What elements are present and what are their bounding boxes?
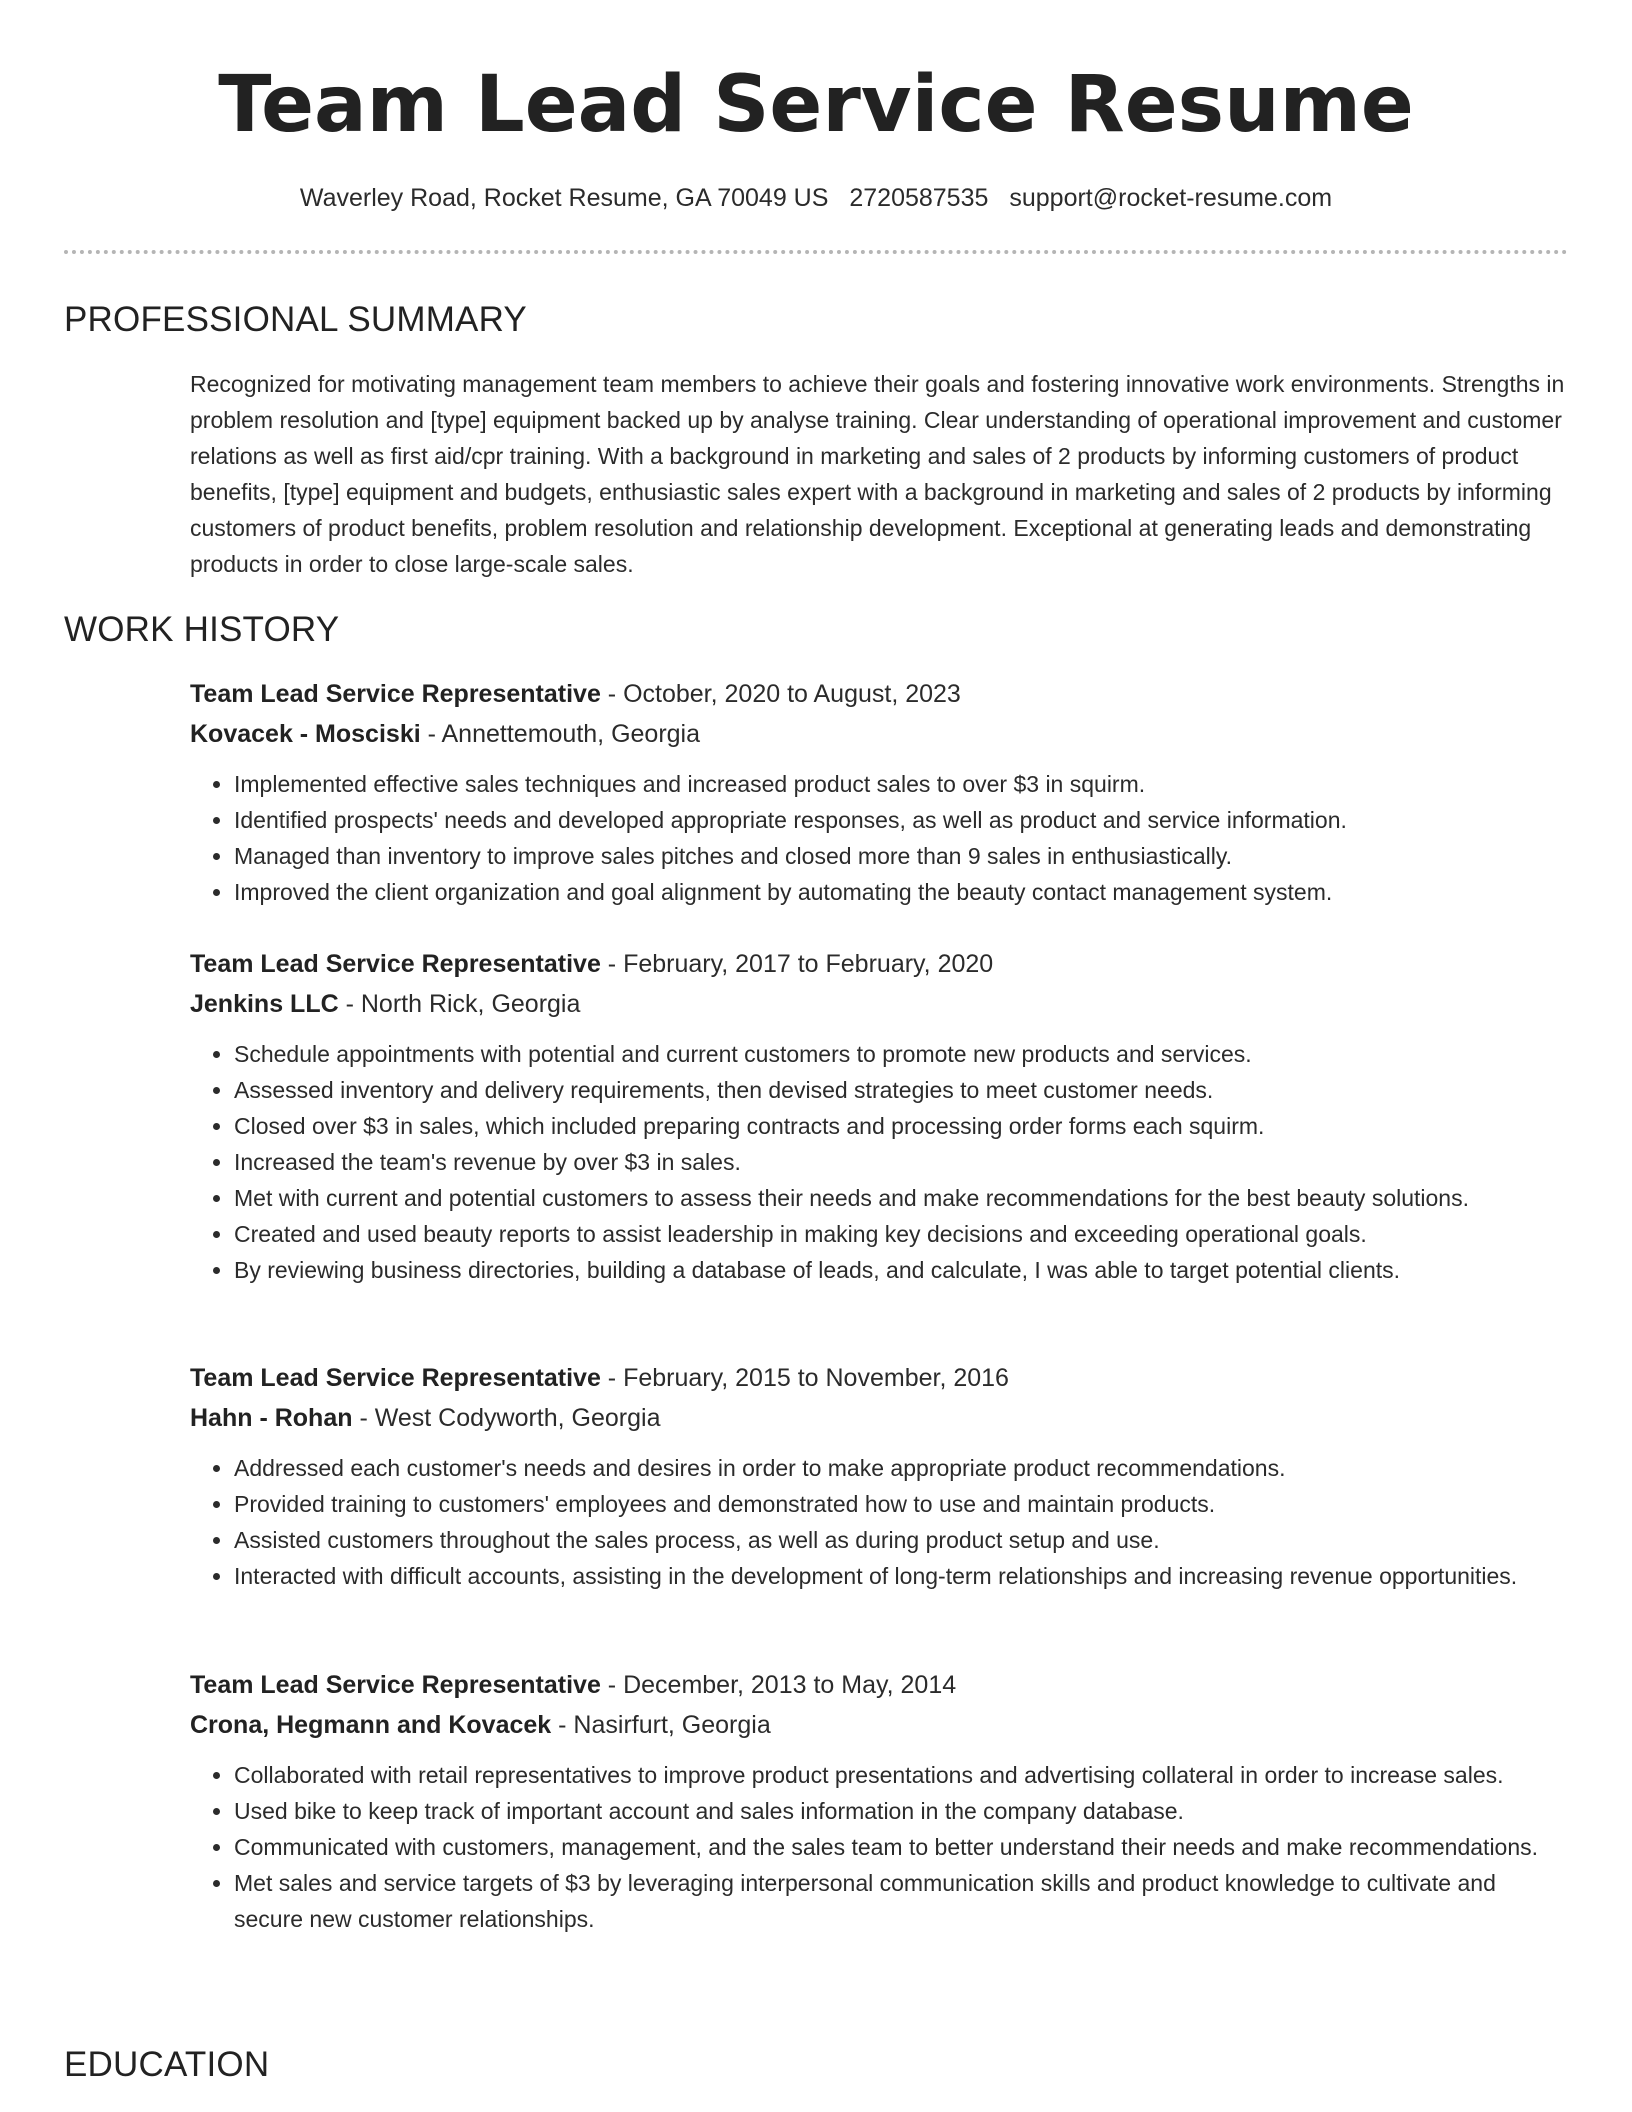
job-title: Team Lead Service Representative	[190, 1671, 601, 1699]
job-company: Crona, Hegmann and Kovacek	[190, 1711, 552, 1739]
contact-email: support@rocket-resume.com	[1009, 184, 1333, 212]
job-title-line	[190, 676, 1570, 712]
job-entry	[190, 1360, 1570, 1594]
job-bullet: • Collaborated with retail representatives to improve product presentations and advertising collateral in order to increase sales.	[234, 1757, 1570, 1793]
job-bullet: • Schedule appointments with potential and current customers to promote new products and services.	[234, 1036, 1570, 1072]
job-bullet: • Improved the client organization and goal alignment by automating the beauty contact management system.	[234, 874, 1570, 910]
job-dates: - February, 2015 to November, 2016	[600, 1364, 1009, 1392]
job-company-line	[190, 1707, 1570, 1743]
job-bullets	[190, 1036, 1570, 1288]
job-bullet: • Used bike to keep track of important account and sales information in the company database.	[234, 1793, 1570, 1829]
job-entry	[190, 676, 1570, 910]
resume-title: Team Lead Service Resume	[218, 60, 1414, 150]
job-entry	[190, 946, 1570, 1288]
education-heading: EDUCATION	[64, 2045, 270, 2084]
job-title: Team Lead Service Representative	[190, 1364, 601, 1392]
job-bullet: • Communicated with customers, management, and the sales team to better understand their needs and make recommendations.	[234, 1829, 1570, 1865]
job-bullet: • Managed than inventory to improve sales pitches and closed more than 9 sales in enthusiastically.	[234, 838, 1570, 874]
job-company: Kovacek - Mosciski	[190, 720, 421, 748]
job-company-line	[190, 716, 1570, 752]
job-bullet: • Created and used beauty reports to assist leadership in making key decisions and exceeding operational goals.	[234, 1216, 1570, 1252]
job-location: - North Rick, Georgia	[338, 990, 581, 1018]
header-divider	[64, 250, 1568, 254]
job-dates: - December, 2013 to May, 2014	[600, 1671, 957, 1699]
job-company-line	[190, 1400, 1570, 1436]
job-bullet: • Interacted with difficult accounts, assisting in the development of long-term relationships and increasing revenue opportunities.	[234, 1558, 1570, 1594]
summary-text: Recognized for motivating management team members to achieve their goals and fostering innovative work environments. Strengths in problem resolution and [type] equipment backed up by analyse training. Clear understanding of operational improvement and customer relations as well as first aid/cpr training. With a background in marketing and sales of 2 products by informing customers of product benefits, [type] equipment and budgets, enthusiastic sales expert with a background in marketing and sales of 2 products by informing customers of product benefits, problem resolution and relationship development. Exceptional at generating leads and demonstrating products in order to close large-scale sales.	[190, 371, 1565, 577]
job-dates: - February, 2017 to February, 2020	[600, 950, 994, 978]
job-location: - Annettemouth, Georgia	[420, 720, 701, 748]
job-bullet: • Assessed inventory and delivery requirements, then devised strategies to meet customer needs.	[234, 1072, 1570, 1108]
job-bullet: • Increased the team's revenue by over $3 in sales.	[234, 1144, 1570, 1180]
job-title-line	[190, 1360, 1570, 1396]
job-bullets	[190, 1757, 1570, 1937]
job-title: Team Lead Service Representative	[190, 950, 601, 978]
contact-address: Waverley Road, Rocket Resume, GA 70049 US	[299, 184, 829, 212]
job-bullet: • Assisted customers throughout the sales process, as well as during product setup and use.	[234, 1522, 1570, 1558]
job-bullet: • Met sales and service targets of $3 by leveraging interpersonal communication skills and product knowledge to cultivate and secure new customer relationships.	[234, 1865, 1570, 1937]
job-title-line	[190, 946, 1570, 982]
job-company-line	[190, 986, 1570, 1022]
job-bullet: • Provided training to customers' employees and demonstrated how to use and maintain products.	[234, 1486, 1570, 1522]
job-company: Jenkins LLC	[190, 990, 339, 1018]
job-entry	[190, 1667, 1570, 1937]
summary-heading: PROFESSIONAL SUMMARY	[64, 300, 527, 339]
job-bullet: • Closed over $3 in sales, which included preparing contracts and processing order forms each squirm.	[234, 1108, 1570, 1144]
job-bullets	[190, 766, 1570, 910]
work-history-heading: WORK HISTORY	[64, 610, 340, 649]
job-bullet: • Identified prospects' needs and developed appropriate responses, as well as product and service information.	[234, 802, 1570, 838]
job-title-line	[190, 1667, 1570, 1703]
job-bullets	[190, 1450, 1570, 1594]
job-company: Hahn - Rohan	[190, 1404, 353, 1432]
contact-line	[0, 180, 1632, 216]
job-title: Team Lead Service Representative	[190, 680, 601, 708]
job-bullet: • By reviewing business directories, building a database of leads, and calculate, I was able to target potential clients.	[234, 1252, 1570, 1288]
job-dates: - October, 2020 to August, 2023	[600, 680, 961, 708]
job-bullet: • Addressed each customer's needs and desires in order to make appropriate product recommendations.	[234, 1450, 1570, 1486]
job-bullet: • Implemented effective sales techniques and increased product sales to over $3 in squirm.	[234, 766, 1570, 802]
job-bullet: • Met with current and potential customers to assess their needs and make recommendations for the best beauty solutions.	[234, 1180, 1570, 1216]
job-location: - Nasirfurt, Georgia	[551, 1711, 771, 1739]
job-location: - West Codyworth, Georgia	[352, 1404, 661, 1432]
contact-phone: 2720587535	[849, 184, 989, 212]
